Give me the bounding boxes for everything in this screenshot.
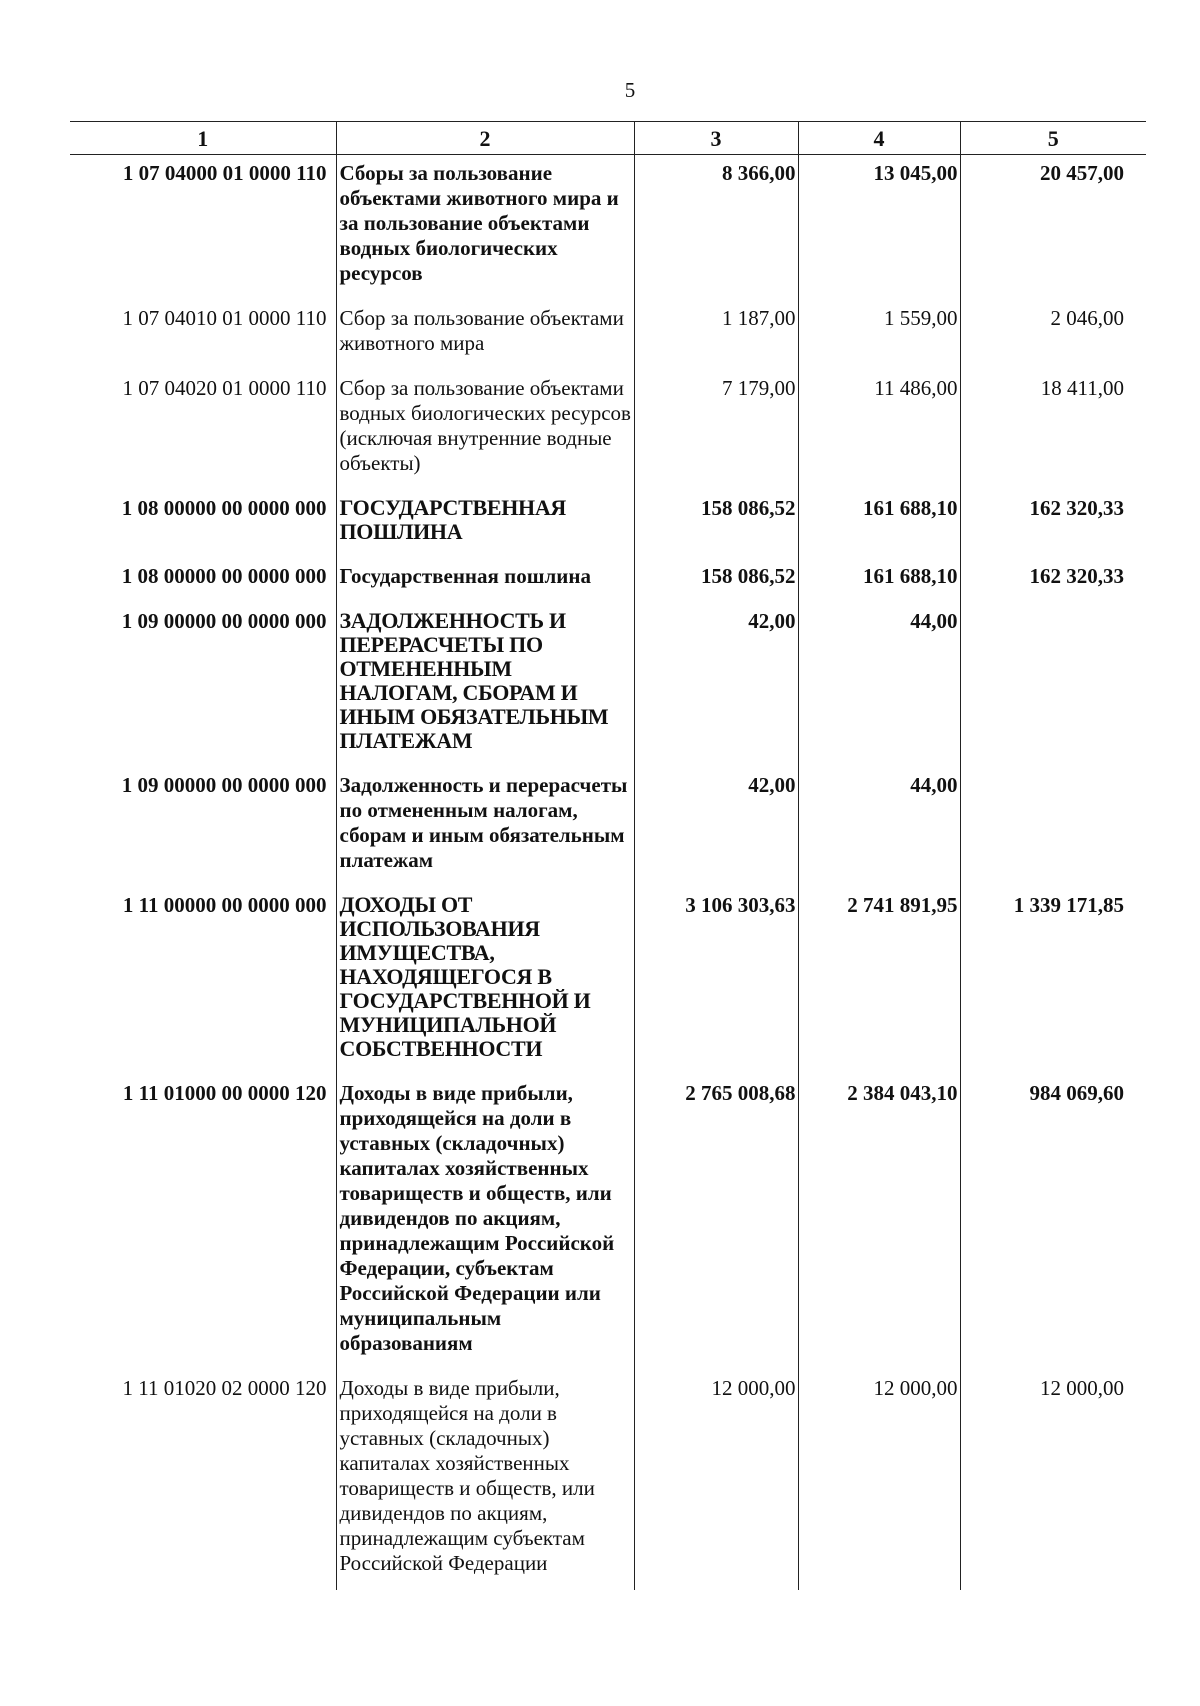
table-row: [70, 887, 1146, 1075]
amount-col4-cell: 2 741 891,95: [798, 887, 960, 1075]
amount-col3-cell: 42,00: [634, 767, 798, 887]
revenue-name-cell: Государственная пошлина: [336, 558, 634, 603]
budget-code-cell: 1 08 00000 00 0000 000: [121, 496, 327, 520]
budget-code-cell: 1 11 01020 02 0000 120: [122, 1376, 327, 1400]
amount-col4-cell: 1 559,00: [798, 300, 960, 370]
revenue-name-cell: ДОХОДЫ ОТ ИСПОЛЬЗОВАНИЯ ИМУЩЕСТВА, НАХОДЯЩЕГОСЯ В ГОСУДАРСТВЕННОЙ И МУНИЦИПАЛЬНОЙ СОБСТВЕННОСТИ: [336, 887, 634, 1075]
table-row: [70, 1370, 1146, 1590]
amount-col5-cell: [960, 603, 1146, 767]
revenue-name-cell: ЗАДОЛЖЕННОСТЬ И ПЕРЕРАСЧЕТЫ ПО ОТМЕНЕННЫМ НАЛОГАМ, СБОРАМ И ИНЫМ ОБЯЗАТЕЛЬНЫМ ПЛАТЕЖАМ: [336, 603, 634, 767]
page-number: 5: [624, 78, 636, 102]
table-row: [70, 603, 1146, 767]
table-row: [70, 767, 1146, 887]
amount-col3-cell: 158 086,52: [634, 490, 798, 558]
column-header-4: 4: [798, 122, 960, 155]
amount-col3-cell: 2 765 008,68: [634, 1075, 798, 1370]
amount-col5-cell: 162 320,33: [960, 558, 1146, 603]
table-header: [70, 122, 1146, 155]
revenue-name-cell: Сбор за пользование объектами водных биологических ресурсов (исключая внутренние водные объекты): [336, 370, 634, 490]
amount-col3-cell: 7 179,00: [634, 370, 798, 490]
amount-col5-cell: 20 457,00: [960, 155, 1146, 301]
budget-code-cell: 1 09 00000 00 0000 000: [121, 773, 327, 797]
amount-col3-cell: 12 000,00: [634, 1370, 798, 1590]
budget-code-cell: 1 11 01000 00 0000 120: [122, 1081, 327, 1105]
amount-col4-cell: 13 045,00: [798, 155, 960, 301]
budget-code-cell: 1 07 04010 01 0000 110: [122, 306, 327, 330]
column-header-1: 1: [70, 122, 336, 155]
header-row: [70, 122, 1146, 155]
budget-code-cell: 1 07 04000 01 0000 110: [122, 161, 327, 185]
amount-col5-cell: 2 046,00: [960, 300, 1146, 370]
revenue-name-cell: Сборы за пользование объектами животного мира и за пользование объектами водных биологических ресурсов: [336, 155, 634, 301]
revenue-name-cell: Задолженность и перерасчеты по отмененным налогам, сборам и иным обязательным платежам: [336, 767, 634, 887]
revenue-name-cell: ГОСУДАРСТВЕННАЯ ПОШЛИНА: [336, 490, 634, 558]
budget-code-cell: 1 09 00000 00 0000 000: [121, 609, 327, 633]
amount-col3-cell: 8 366,00: [634, 155, 798, 301]
table-row: [70, 300, 1146, 370]
amount-col4-cell: 161 688,10: [798, 490, 960, 558]
column-header-2: 2: [336, 122, 634, 155]
amount-col3-cell: 3 106 303,63: [634, 887, 798, 1075]
budget-code-cell: 1 07 04020 01 0000 110: [122, 376, 327, 400]
amount-col5-cell: [960, 767, 1146, 887]
table-row: [70, 490, 1146, 558]
table-row: [70, 558, 1146, 603]
amount-col4-cell: 2 384 043,10: [798, 1075, 960, 1370]
revenue-name-cell: Сбор за пользование объектами животного мира: [336, 300, 634, 370]
amount-col3-cell: 1 187,00: [634, 300, 798, 370]
amount-col4-cell: 12 000,00: [798, 1370, 960, 1590]
column-header-3: 3: [634, 122, 798, 155]
table-row: [70, 155, 1146, 301]
budget-code-cell: 1 08 00000 00 0000 000: [121, 564, 327, 588]
table-body: [70, 155, 1146, 1591]
amount-col5-cell: 18 411,00: [960, 370, 1146, 490]
amount-col4-cell: 44,00: [798, 767, 960, 887]
amount-col4-cell: 161 688,10: [798, 558, 960, 603]
table-row: [70, 370, 1146, 490]
revenue-name-cell: Доходы в виде прибыли, приходящейся на доли в уставных (складочных) капиталах хозяйственных товариществ и обществ, или дивидендов по акциям, принадлежащим Российской Федерации, субъектам Российской Федерации или муниципальным образованиям: [336, 1075, 634, 1370]
amount-col5-cell: 984 069,60: [960, 1075, 1146, 1370]
amount-col5-cell: 162 320,33: [960, 490, 1146, 558]
budget-revenue-table: [70, 121, 1146, 1590]
budget-code-cell: 1 11 00000 00 0000 000: [122, 893, 327, 917]
amount-col4-cell: 44,00: [798, 603, 960, 767]
amount-col5-cell: 12 000,00: [960, 1370, 1146, 1590]
table-row: [70, 1075, 1146, 1370]
amount-col3-cell: 158 086,52: [634, 558, 798, 603]
column-header-5: 5: [960, 122, 1146, 155]
amount-col4-cell: 11 486,00: [798, 370, 960, 490]
revenue-name-cell: Доходы в виде прибыли, приходящейся на доли в уставных (складочных) капиталах хозяйственных товариществ и обществ, или дивидендов по акциям, принадлежащим субъектам Российской Федерации: [336, 1370, 634, 1590]
amount-col3-cell: 42,00: [634, 603, 798, 767]
amount-col5-cell: 1 339 171,85: [960, 887, 1146, 1075]
